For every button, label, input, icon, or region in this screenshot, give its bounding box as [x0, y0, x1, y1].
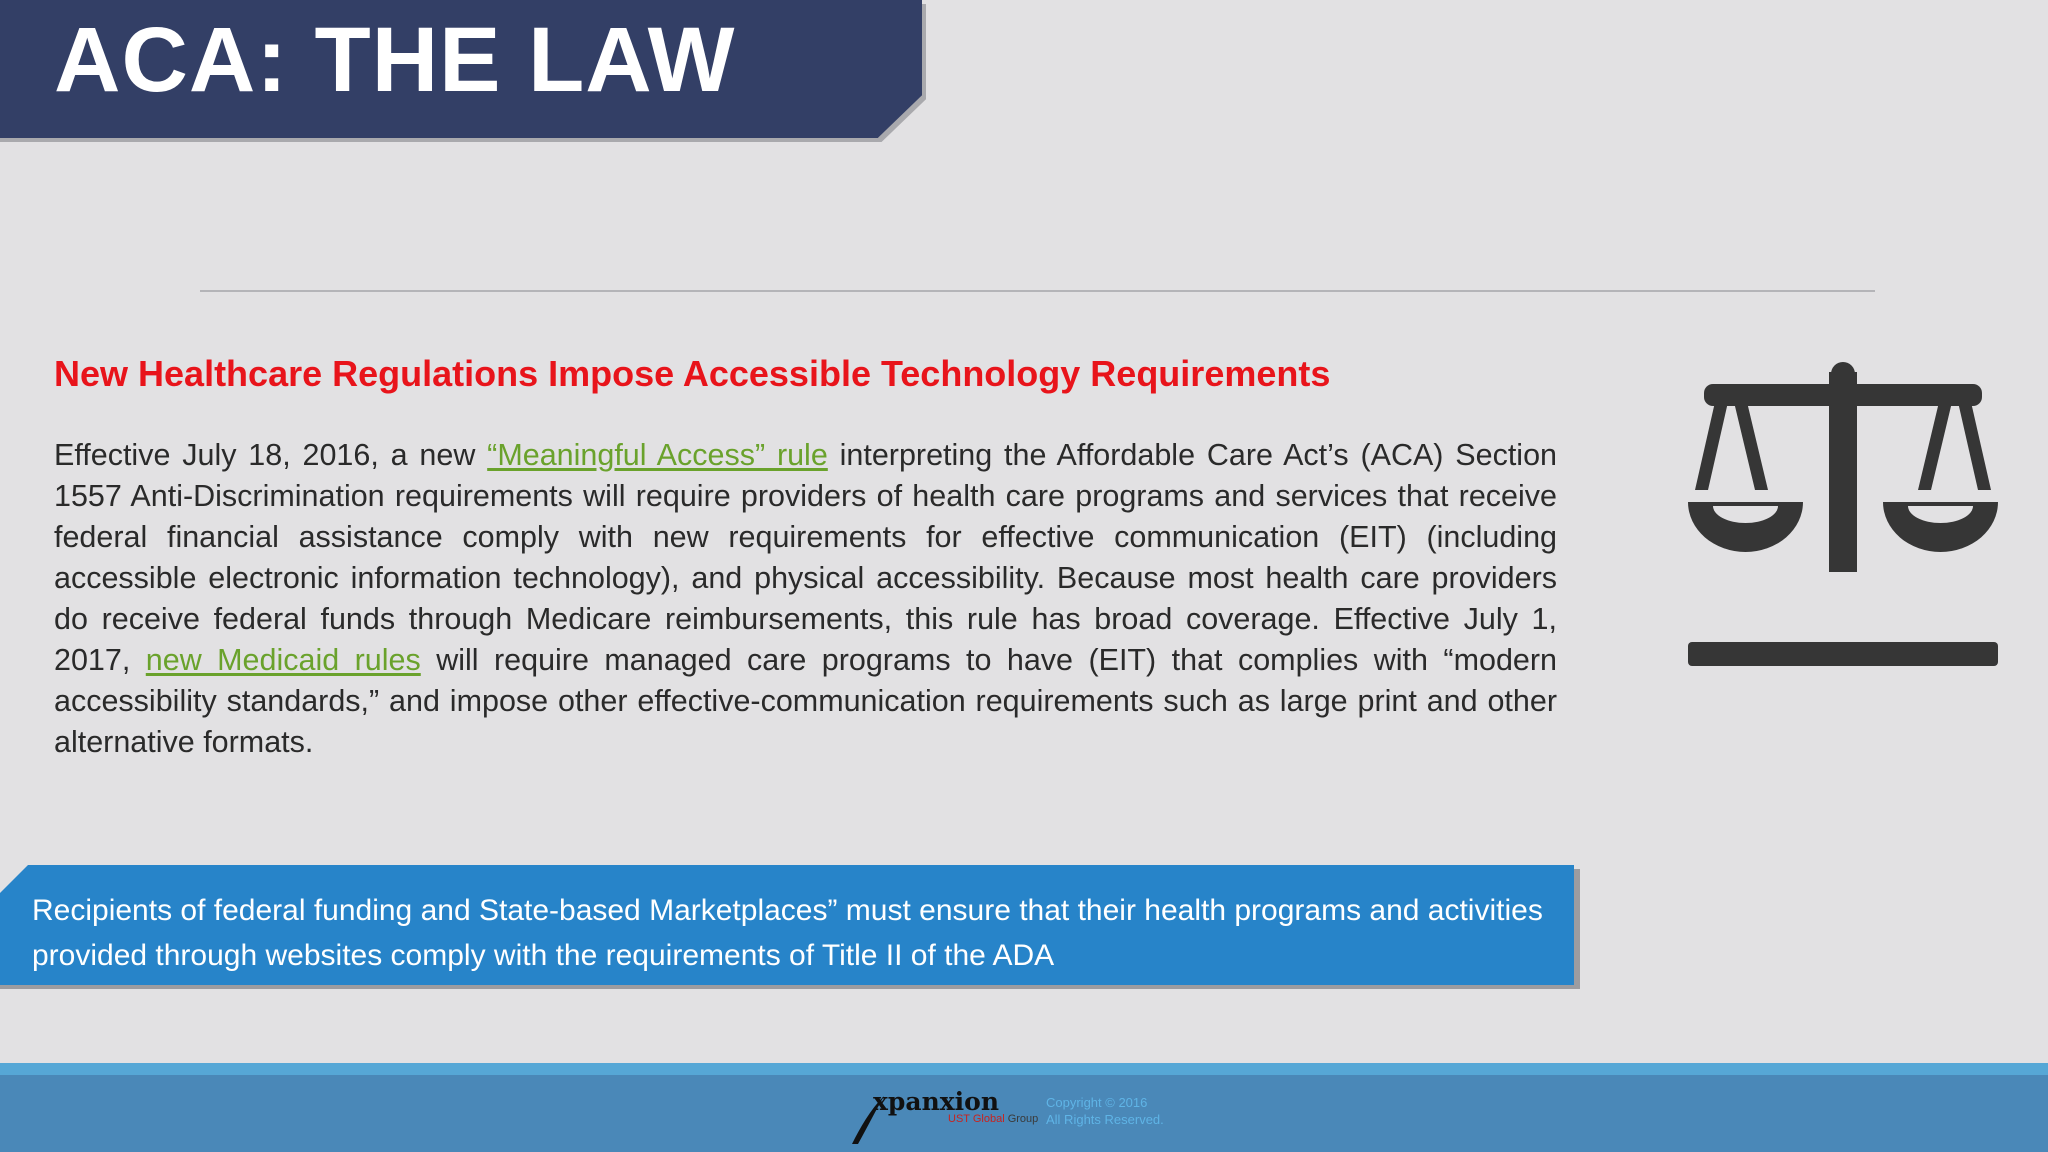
- paragraph-text-1: Effective July 18, 2016, a new: [54, 438, 488, 472]
- new-medicaid-rules-link[interactable]: new Medicaid rules: [145, 643, 421, 677]
- callout-text: Recipients of federal funding and State-based Marketplaces” must ensure that their health programs and activities provided through websites comply with the requirements of Title II of the ADA: [32, 894, 1543, 972]
- paragraph-text-2: interpreting the Affordable Care Act’s (ACA) Section 1557 Anti-Discrimination requirements will require providers of health care programs and services that receive federal financial assistance comply with new requirements for effective communication (EIT) (including accessible electronic information technology), and physical accessibility. Because most health care providers do receive federal funds through Medicare reimbursements, this rule has broad coverage. Effective July 1, 2017,: [54, 438, 1558, 677]
- xpanxion-logo-text: xpanxion: [873, 1087, 1000, 1116]
- divider-line: [200, 290, 1875, 292]
- body-paragraph: [54, 435, 1557, 763]
- section-heading: New Healthcare Regulations Impose Accessible Technology Requirements: [54, 353, 1331, 394]
- meaningful-access-rule-link[interactable]: “Meaningful Access” rule: [487, 438, 828, 472]
- paragraph-text-3: will require managed care programs to have (EIT) that complies with “modern accessibility standards,” and impose other effective-communication requirements such as large print and other alternative formats.: [54, 643, 1557, 759]
- slide-title: ACA: THE LAW: [54, 9, 736, 111]
- copyright-line-1: Copyright © 2016: [1046, 1095, 1148, 1110]
- logo-subtitle: [948, 1113, 1038, 1126]
- logo-subtitle-gray: Group: [1004, 1113, 1039, 1125]
- copyright-text: [1046, 1094, 1164, 1128]
- copyright-line-2: All Rights Reserved.: [1046, 1112, 1164, 1127]
- logo-subtitle-red: UST Global: [948, 1113, 1005, 1125]
- footer-top-stripe: [0, 1063, 2048, 1075]
- scales-of-justice-icon: [1688, 362, 1998, 672]
